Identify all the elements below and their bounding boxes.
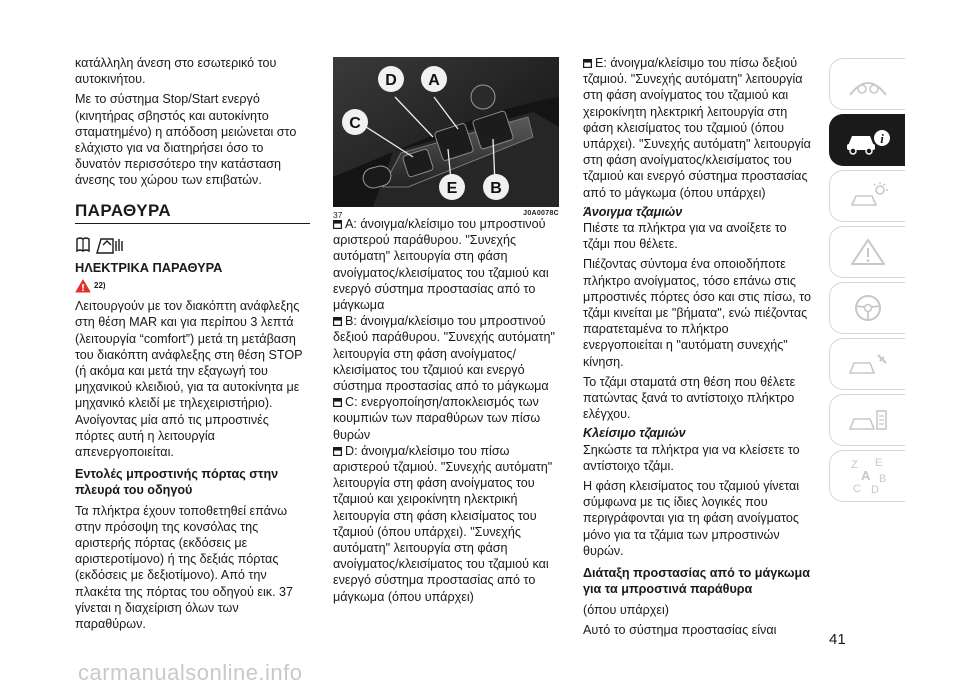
window-bullet-icon (583, 59, 592, 68)
warning-triangle-icon (75, 279, 91, 293)
car-service-icon (846, 349, 890, 379)
window-controls-photo (333, 57, 559, 207)
item-b: B: άνοιγμα/κλείσιμο του μπροστινού δεξιού παράθυρου. "Συνεχής αυτόματη" λειτουργία στη φάση ανοίγματος/κλεισίματος του τζαμιού και ενεργό σύστημα προστασίας από το μάγκωμα (333, 314, 556, 394)
warning-ref-number: 22) (94, 281, 106, 291)
opening-paragraph-2: Πιέζοντας σύντομα ένα οποιοδήποτε πλήκτρο ανοίγματος, τόσο επάνω στις μπροστινές πόρτες όσο και στις πίσω, το τζάμι κινείται με "βήματα", ενώ πιέζοντας παρατεταμένα το πλήκτρο ενεργοποιείται η "αυτόματη συνεχής" κίνηση. (583, 257, 811, 369)
car-data-icon (846, 405, 890, 435)
left-column (75, 55, 310, 632)
label-a: A (428, 72, 440, 89)
window-bullet-icon (333, 220, 342, 229)
section-title: ΠΑΡΑΘΥΡΑ (75, 203, 310, 224)
label-d: D (385, 72, 397, 89)
steering-wheel-icon (846, 293, 890, 323)
window-bullet-icon (333, 398, 342, 407)
label-b: B (490, 180, 502, 197)
right-column (583, 55, 811, 638)
anti-pinch-paragraph-2: Αυτό το σύστημα προστασίας είναι (583, 622, 777, 637)
intro-paragraph: κατάλληλη άνεση στο εσωτερικό του αυτοκινήτου. (75, 56, 277, 87)
tab-steering[interactable] (829, 282, 905, 334)
feature-icons (75, 234, 310, 256)
tab-dashboard[interactable] (829, 58, 905, 110)
tab-warning[interactable] (829, 226, 905, 278)
label-e: E (446, 180, 458, 197)
page-number: 41 (829, 631, 846, 648)
closing-heading: Κλείσιμο τζαμιών (583, 426, 686, 441)
middle-column (333, 216, 561, 605)
subsection-title: ΗΛΕΚΤΡΙΚΑ ΠΑΡΑΘΥΡΑ (75, 259, 223, 275)
closing-paragraph-1: Σηκώστε τα πλήκτρα για να κλείσετε το αντίστοιχο τζάμι. (583, 442, 800, 473)
manual-icon (75, 236, 91, 254)
item-e: E: άνοιγμα/κλείσιμο του πίσω δεξιού τζαμιού. "Συνεχής αυτόματη" λειτουργία στη φάση ανοίγματος του τζαμιού και χειροκίνητη ηλεκτρική λειτουργία στη φάση κλεισίματος του τζαμιού (όπου υπάρχει). "Συνεχής αυτόματη" λειτουργία στη φάση ανοίγματος/κλεισίματος του τζαμιού και ενεργό σύστημα προστασίας από το μάγκωμα (όπου υπάρχει) (583, 56, 811, 200)
label-c: C (349, 115, 361, 132)
svg-text:D: D (870, 484, 879, 496)
tab-index[interactable] (829, 450, 905, 502)
item-a: A: άνοιγμα/κλείσιμο του μπροστινού αριστερού παράθυρου. "Συνεχής αυτόματη" λειτουργία στη φάση ανοίγματος/κλεισίματος του τζαμιού και ενεργό σύστημα προστασίας από το μάγκωμα (333, 217, 549, 313)
warning-reference (75, 278, 310, 294)
figure-code: J0A0078C (523, 210, 559, 217)
tab-car-info[interactable] (829, 114, 905, 166)
comfort-paragraph: Λειτουργούν με τον διακόπτη ανάφλεξης στη θέση MAR και για περίπου 3 λεπτά (λειτουργία “comfort”) μετά τη μετάβαση του διακόπτη ανάφλεξης στη θέση STOP (ή ακόμα και μετά την εξαγωγή του μηχανικού κλειδιού, για τα αυτοκίνητα με μηχανικό κλειδί με τηλεχειριστήριο). Ανοίγοντας μία από τις μπροστινές πόρτες αυτή η λειτουργία απενεργοποιείται. (75, 299, 303, 460)
opening-heading: Άνοιγμα τζαμιών (583, 204, 683, 219)
figure-number: 37 (333, 210, 343, 220)
svg-text:Z: Z (850, 459, 858, 471)
alphabet-index-icon (843, 456, 893, 496)
chapter-tabs (829, 58, 905, 506)
svg-text:A: A (860, 468, 870, 483)
anti-pinch-heading: Διάταξη προστασίας από το μάγκωμα για τα μπροστινά παράθυρα (583, 566, 810, 597)
door-panel-illustration (333, 57, 559, 207)
svg-text:E: E (874, 457, 882, 469)
item-d: D: άνοιγμα/κλείσιμο του πίσω αριστερού τζαμιού. "Συνεχής αυτόματη" λειτουργία στη φάση ανοίγματος του τζαμιού και χειροκίνητη ηλεκτρική λειτουργία στη φάση κλεισίματος του τζαμιού (όπου υπάρχει). "Συνεχής αυτόματη" λειτουργία στη φάση ανοίγματος/κλεισίματος του τζαμιού και ενεργό σύστημα προστασίας από το μάγκωμα (όπου υπάρχει) (333, 443, 553, 604)
svg-text:C: C (852, 483, 861, 495)
car-info-icon (844, 124, 892, 156)
tab-data[interactable] (829, 394, 905, 446)
window-bullet-icon (333, 317, 342, 326)
warning-triangle-icon (846, 237, 890, 267)
car-dashboard-icon (846, 69, 890, 99)
driver-door-paragraph: Τα πλήκτρα έχουν τοποθετηθεί επάνω στην πρόσοψη της κονσόλας της αριστερής πόρτας (εκδόσεις με αριστεροτίμονο) ή της δεξιάς πόρτας (εκδόσεις με δεξιοτίμονο). Από την πλακέτα της πόρτας του οδηγού εικ. 37 γίνεται η διαχείριση όλων των παραθύρων. (75, 503, 294, 632)
stop-start-paragraph: Με το σύστημα Stop/Start ενεργό (κινητήρας σβηστός και αυτοκίνητο σταματημένο) η απόδοση μειώνεται στο ελάχιστο για να διατηρήσει όσο το δυνατόν περισσότερο την κατάσταση άνεσης του χώρου των επιβατών. (75, 92, 297, 188)
item-c: C: ενεργοποίηση/αποκλεισμός των κουμπιών των παραθύρων των πίσω θυρών (333, 395, 541, 442)
tab-car-sun[interactable] (829, 170, 905, 222)
svg-text:i: i (879, 131, 884, 146)
anti-pinch-paragraph-1: (όπου υπάρχει) (583, 602, 669, 617)
driver-door-heading: Εντολές μπροστινής πόρτας στην πλευρά του οδηγού (75, 467, 279, 498)
car-sun-icon (846, 181, 890, 211)
tab-service[interactable] (829, 338, 905, 390)
window-bullet-icon (333, 447, 342, 456)
window-switch-icon (95, 235, 125, 255)
closing-paragraph-2: Η φάση κλεισίματος του τζαμιού γίνεται σύμφωνα με τις ίδιες λογικές που περιγράφονται για τη φάση ανοίγματος μόνο για τα τζάμια των μπροστινών θυρών. (583, 479, 800, 558)
watermark: carmanualsonline.info (78, 660, 303, 685)
opening-paragraph-1: Πιέστε τα πλήκτρα για να ανοίξετε το τζάμι που θέλετε. (583, 221, 787, 252)
opening-paragraph-3: Το τζάμι σταματά στη θέση που θέλετε πατώντας ξανά το αντίστοιχο πλήκτρο ελέγχου. (583, 374, 796, 422)
svg-text:B: B (878, 473, 886, 485)
